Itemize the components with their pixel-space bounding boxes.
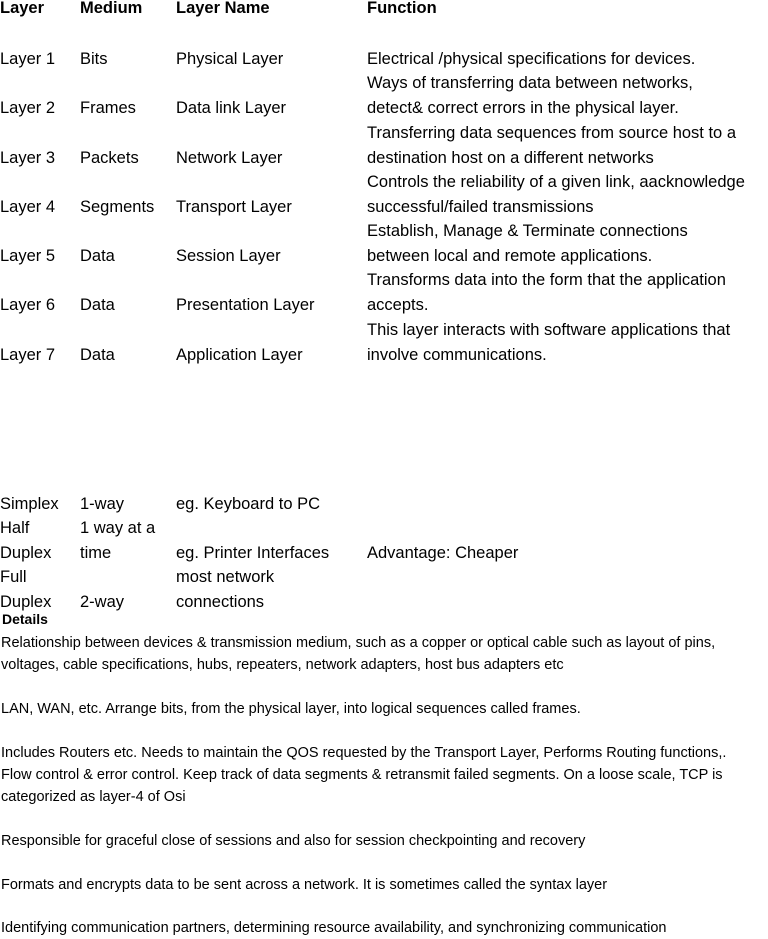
row-6-name: Presentation Layer (176, 296, 315, 314)
mode-half-direction-line2: time (80, 544, 112, 562)
detail-5: Responsible for graceful close of sessions and also for session checkpointing and recovery (1, 833, 586, 849)
row-2-function-line1: Ways of transferring data between networks, (367, 74, 693, 92)
header-medium: Medium (80, 0, 143, 17)
header-layer: Layer (0, 0, 45, 17)
row-4-function-line1: Controls the reliability of a given link, aacknowledge (367, 173, 745, 191)
row-3-function-line1: Transferring data sequences from source host to a (367, 124, 736, 142)
row-2-medium: Frames (80, 99, 136, 117)
mode-full-direction: 2-way (80, 593, 125, 611)
row-5-function-line1: Establish, Manage & Terminate connections (367, 222, 688, 240)
mode-half-advantage: Advantage: Cheaper (367, 544, 519, 562)
row-2-function-line2: detect& correct errors in the physical layer. (367, 99, 679, 117)
mode-full-label-line1: Full (0, 568, 27, 586)
row-7-function-line1: This layer interacts with software applications that (367, 321, 731, 339)
row-7-medium: Data (80, 346, 115, 364)
row-1-layer: Layer 1 (0, 50, 56, 68)
row-6-function-line2: accepts. (367, 296, 429, 314)
row-4-layer: Layer 4 (0, 198, 56, 216)
detail-7: Identifying communication partners, determining resource availability, and synchronizing communication (1, 920, 667, 936)
mode-half-example: eg. Printer Interfaces (176, 544, 330, 562)
row-2-name: Data link Layer (176, 99, 287, 117)
detail-1-line1: Relationship between devices & transmission medium, such as a copper or optical cable such as layout of pins, (1, 635, 716, 651)
row-3-medium: Packets (80, 149, 139, 167)
row-6-function-line1: Transforms data into the form that the application (367, 271, 726, 289)
row-5-medium: Data (80, 247, 115, 265)
row-6-layer: Layer 6 (0, 296, 56, 314)
mode-half-label-line2: Duplex (0, 544, 52, 562)
mode-simplex-example: eg. Keyboard to PC (176, 495, 321, 513)
row-5-function-line2: between local and remote applications. (367, 247, 653, 265)
mode-simplex-label: Simplex (0, 495, 59, 513)
detail-1-line2: voltages, cable specifications, hubs, repeaters, network adapters, host bus adapters etc (1, 657, 564, 673)
row-6-medium: Data (80, 296, 115, 314)
mode-full-example-line1: most network (176, 568, 275, 586)
detail-6: Formats and encrypts data to be sent across a network. It is sometimes called the syntax layer (1, 877, 608, 893)
row-3-layer: Layer 3 (0, 149, 56, 167)
row-1-name: Physical Layer (176, 50, 284, 68)
row-1-function: Electrical /physical specifications for devices. (367, 50, 696, 68)
row-3-name: Network Layer (176, 149, 283, 167)
mode-half-label-line1: Half (0, 519, 30, 537)
row-4-name: Transport Layer (176, 198, 292, 216)
row-7-layer: Layer 7 (0, 346, 56, 364)
mode-full-example-line2: connections (176, 593, 265, 611)
row-2-layer: Layer 2 (0, 99, 56, 117)
header-layer-name: Layer Name (176, 0, 270, 17)
detail-2: LAN, WAN, etc. Arrange bits, from the physical layer, into logical sequences called frames. (1, 701, 581, 717)
row-5-name: Session Layer (176, 247, 281, 265)
mode-full-label-line2: Duplex (0, 593, 52, 611)
row-4-function-line2: successful/failed transmissions (367, 198, 594, 216)
detail-4-line1: Flow control & error control. Keep track of data segments & retransmit failed segments. On a loose scale, TCP is (1, 767, 723, 783)
detail-3: Includes Routers etc. Needs to maintain the QOS requested by the Transport Layer, Performs Routing functions,. (1, 745, 727, 761)
row-5-layer: Layer 5 (0, 247, 56, 265)
header-function: Function (367, 0, 437, 17)
mode-simplex-direction: 1-way (80, 495, 125, 513)
mode-half-direction-line1: 1 way at a (80, 519, 156, 537)
row-7-function-line2: involve communications. (367, 346, 547, 364)
row-3-function-line2: destination host on a different networks (367, 149, 654, 167)
row-7-name: Application Layer (176, 346, 303, 364)
details-header: Details (2, 611, 48, 627)
row-1-medium: Bits (80, 50, 108, 68)
detail-4-line2: categorized as layer-4 of Osi (1, 789, 186, 805)
row-4-medium: Segments (80, 198, 155, 216)
